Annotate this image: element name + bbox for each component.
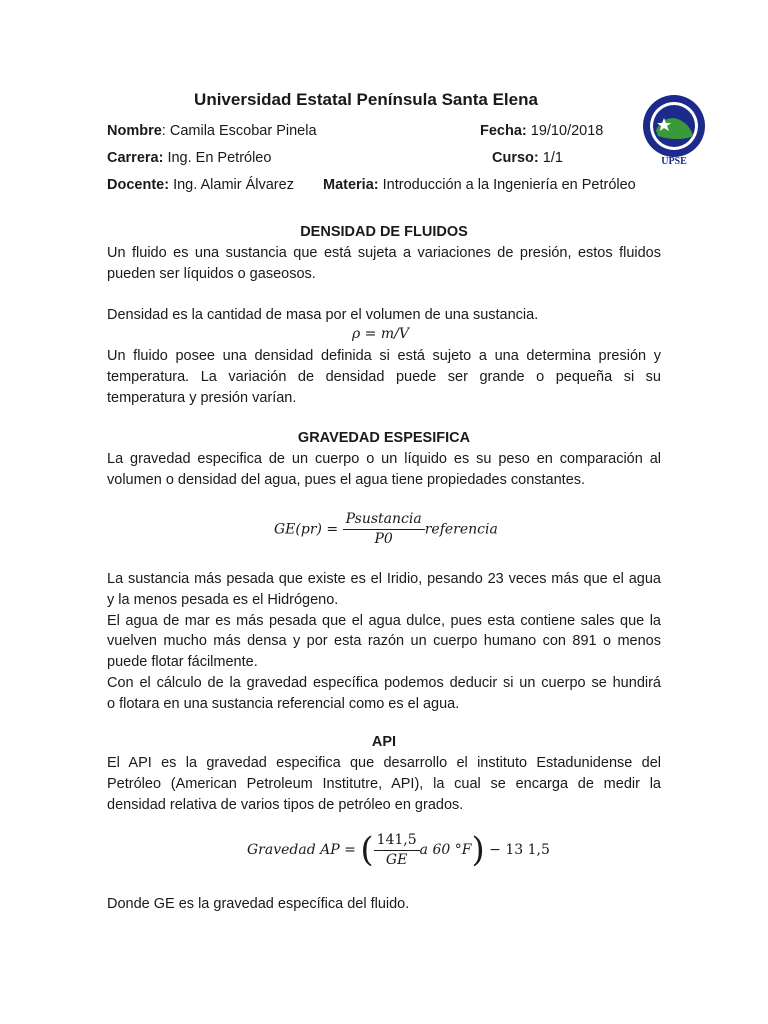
gravedad-paragraph-2 (107, 569, 661, 715)
densidad-paragraph-1 (107, 243, 661, 285)
gravedad-paragraph-1 (107, 449, 661, 491)
api-formula-rhs: − 13 1,5 (489, 842, 550, 858)
densidad-paragraph-3 (107, 346, 661, 408)
text-line: densidad relativa de varios tipos de petróleo en grados. (107, 796, 464, 813)
text-line: Densidad es la cantidad de masa por el volumen de una sustancia. (107, 307, 539, 323)
gravedad-heading: GRAVEDAD ESPESIFICA (297, 430, 471, 446)
formula-lhs: GE(pr) = (274, 521, 339, 538)
text-line: Donde GE es la gravedad específica del fluido. (107, 896, 410, 912)
api-formula-lhs: Gravedad AP = (247, 842, 356, 858)
curso-value: 1/1 (538, 150, 563, 166)
nombre-value: : Camila Escobar Pinela (161, 123, 317, 139)
curso-line (492, 150, 563, 166)
densidad-paragraph-2 (107, 305, 661, 326)
text-line: La sustancia más pesada que existe es el Iridio, pesando 23 veces más que el agua (107, 571, 661, 587)
docente-value: Ing. Alamir Álvarez (169, 177, 294, 193)
nombre-label: Nombre (107, 123, 162, 139)
text-line: puede flotar fácilmente. (107, 654, 258, 671)
carrera-label: Carrera: (107, 150, 164, 166)
curso-label: Curso: (492, 150, 539, 166)
materia-value: Introducción a la Ingeniería en Petróleo (378, 177, 636, 193)
text-line: volumen o densidad del agua, pues el agua tiene propiedades constantes. (107, 471, 586, 488)
carrera-line (107, 150, 271, 166)
docente-label: Docente: (107, 177, 170, 193)
api-formula-fraction (374, 831, 420, 870)
fecha-line (480, 123, 603, 139)
fecha-label: Fecha: (480, 123, 527, 139)
api-formula (247, 830, 550, 870)
api-formula-mid: a 60 °F (419, 842, 472, 858)
materia-line (323, 177, 636, 193)
right-paren: ) (471, 830, 485, 870)
text-line: La gravedad especifica de un cuerpo o un líquido es su peso en comparación al (107, 451, 661, 467)
formula-fraction (343, 510, 425, 549)
fecha-value: 19/10/2018 (526, 123, 604, 139)
text-line: Petróleo (American Petroleum Institutre, API), la cual se encarga de medir la (107, 775, 661, 792)
text-line: temperatura y presión varían. (107, 389, 297, 406)
api-formula-numerator: 141,5 (374, 831, 420, 851)
api-heading: API (371, 734, 397, 750)
text-line: pueden ser líquidos o gaseosos. (107, 265, 316, 282)
api-paragraph-2 (107, 894, 661, 915)
docente-line (107, 177, 294, 193)
left-paren: ( (360, 830, 374, 870)
nombre-line (107, 123, 317, 139)
specific-gravity-formula (274, 510, 498, 549)
upse-logo-icon (636, 92, 712, 168)
text-line: vuelven mucho más densa y por esta razón un cuerpo humano con 891 o menos (107, 633, 661, 650)
density-formula: ρ = m/V (352, 326, 409, 342)
densidad-heading: DENSIDAD DE FLUIDOS (300, 224, 468, 240)
api-paragraph-1 (107, 753, 661, 815)
api-formula-denominator: GE (385, 851, 408, 868)
text-line: El agua de mar es más pesada que el agua dulce, pues esta contiene sales que la (107, 612, 661, 629)
university-title: Universidad Estatal Península Santa Elena (194, 90, 538, 109)
materia-label: Materia: (323, 177, 379, 193)
text-line: y la menos pesada es el Hidrógeno. (107, 591, 339, 608)
text-line: El API es la gravedad especifica que desarrollo el instituto Estadunidense del (107, 755, 661, 771)
formula-denominator: P0 (374, 531, 393, 547)
text-line: temperatura. La variación de densidad puede ser grande o pequeña si su (107, 368, 661, 385)
carrera-value: Ing. En Petróleo (163, 150, 272, 166)
text-line: Un fluido posee una densidad definida si está sujeto a una determina presión y (107, 348, 661, 364)
text-line: Con el cálculo de la gravedad específica podemos deducir si un cuerpo se hundirá (107, 674, 661, 691)
formula-numerator: Psustancia (343, 510, 425, 530)
text-line: o flotara en una sustancia referencial como es el agua. (107, 695, 460, 712)
formula-rhs: referencia (424, 521, 498, 538)
logo-text: UPSE (661, 156, 687, 167)
text-line: Un fluido es una sustancia que está sujeta a variaciones de presión, estos fluidos (107, 245, 661, 261)
